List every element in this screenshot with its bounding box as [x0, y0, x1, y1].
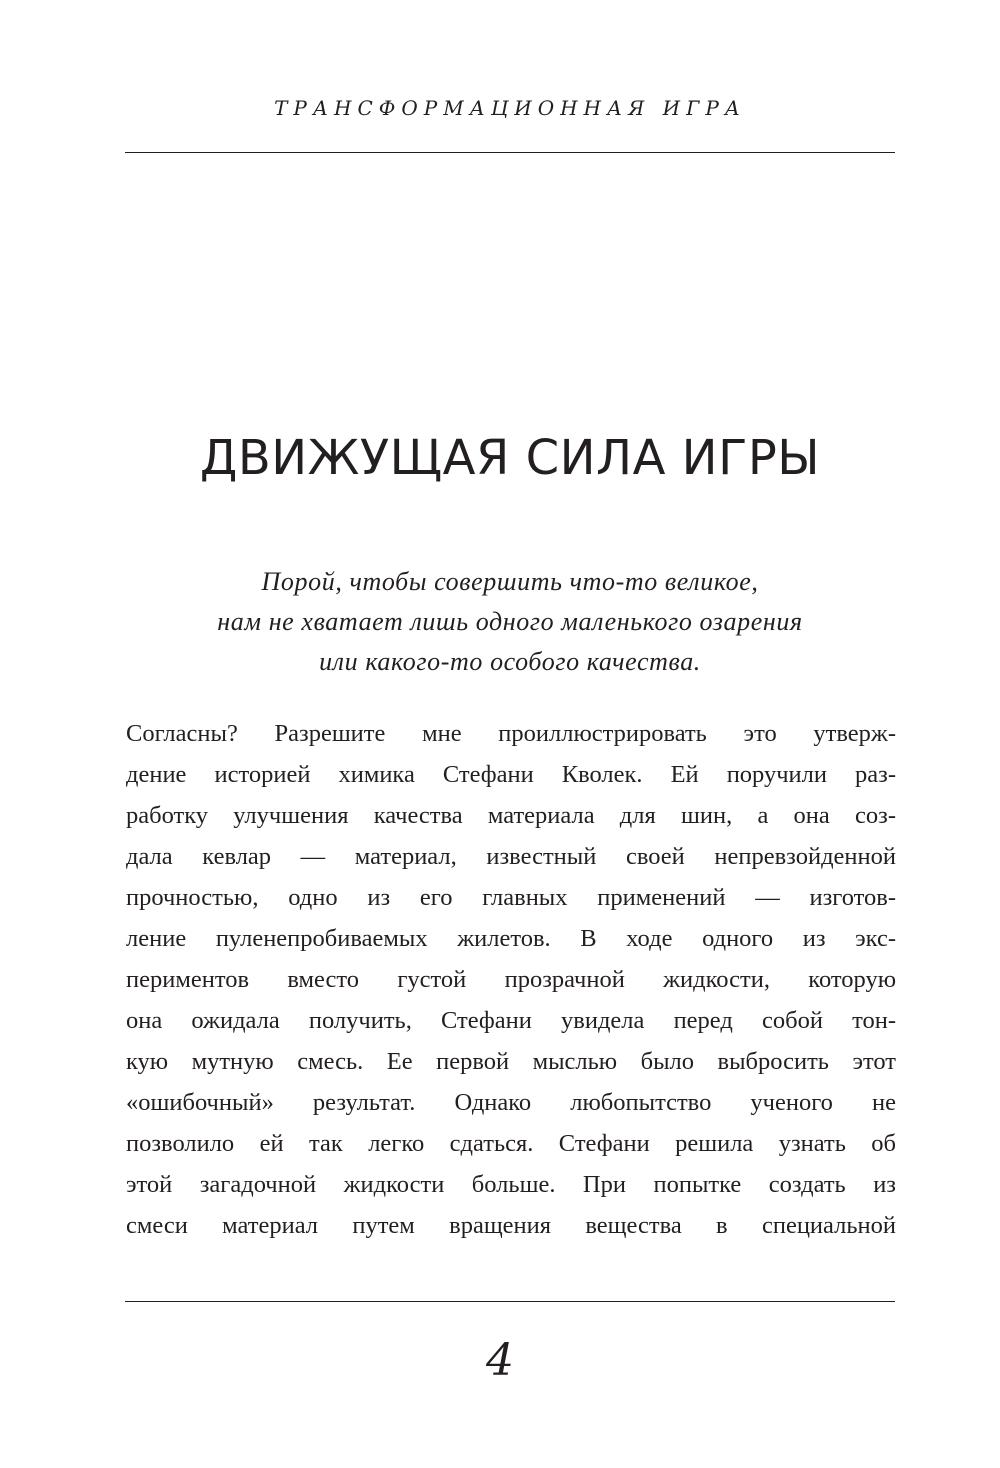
body-line: прочностью, одно из его главных применений — изготов- — [126, 884, 896, 911]
page-number: 4 — [486, 1335, 514, 1386]
body-line: она ожидала получить, Стефани увидела перед собой тон- — [126, 1007, 896, 1034]
body-line: дение историей химика Стефани Кволек. Ей поручили раз- — [126, 761, 896, 788]
epigraph — [125, 562, 895, 682]
body-line: этой загадочной жидкости больше. При попытке создать из — [126, 1171, 896, 1198]
body-line: работку улучшения качества материала для шин, а она соз- — [126, 802, 896, 829]
epigraph-line: нам не хватает лишь одного маленького озарения — [217, 607, 803, 636]
footer-rule — [125, 1301, 895, 1302]
body-line: позволило ей так легко сдаться. Стефани решила узнать об — [126, 1130, 896, 1157]
epigraph-line: или какого-то особого качества. — [319, 647, 701, 676]
body-paragraph — [126, 713, 896, 1246]
body-line: Согласны? Разрешите мне проиллюстрировать это утверж- — [126, 720, 896, 747]
body-line: «ошибочный» результат. Однако любопытство ученого не — [126, 1089, 896, 1116]
body-line: периментов вместо густой прозрачной жидкости, которую — [126, 966, 896, 993]
running-head: ТРАНСФОРМАЦИОННАЯ ИГРА — [274, 96, 746, 120]
epigraph-line: Порой, чтобы совершить что-то великое, — [261, 567, 759, 596]
body-line: ление пуленепробиваемых жилетов. В ходе одного из экс- — [126, 925, 896, 952]
body-line: кую мутную смесь. Ее первой мыслью было выбросить этот — [126, 1048, 896, 1075]
chapter-title: ДВИЖУЩАЯ СИЛА ИГРЫ — [199, 430, 821, 486]
body-line: смеси материал путем вращения вещества в специальной — [126, 1212, 896, 1239]
body-line: дала кевлар — материал, известный своей непревзойденной — [126, 843, 896, 870]
header-rule — [125, 152, 895, 153]
